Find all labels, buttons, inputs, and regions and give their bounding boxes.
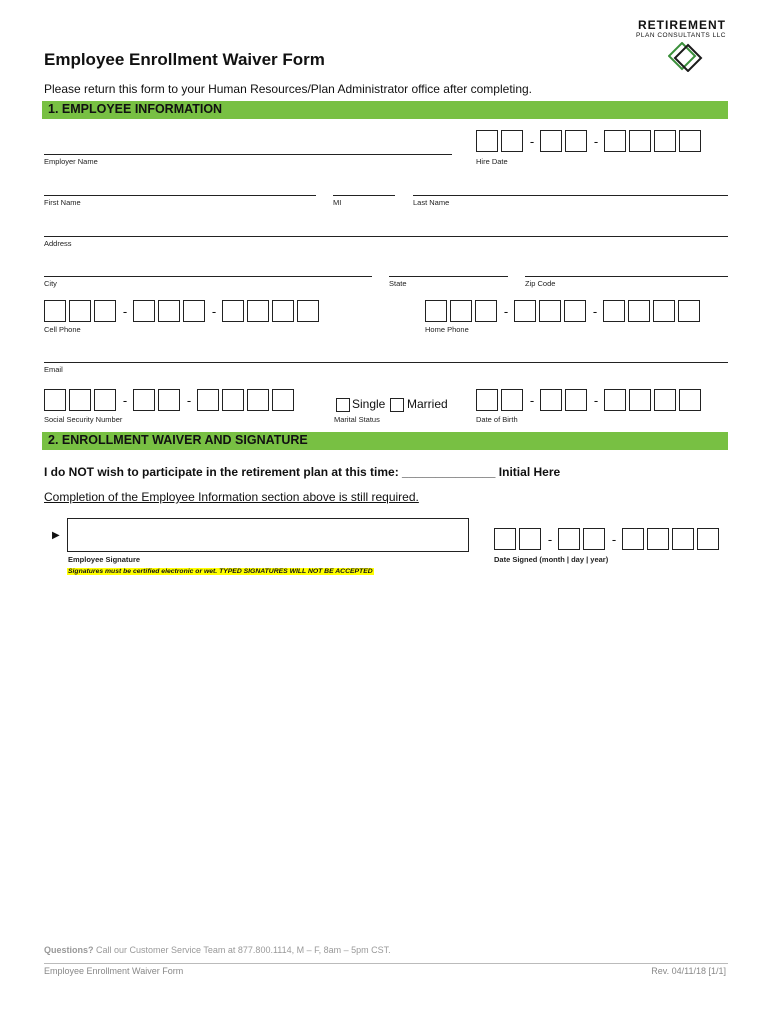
footer-divider bbox=[44, 963, 728, 964]
date-signed-label: Date Signed (month | day | year) bbox=[494, 555, 609, 564]
home-phone-field[interactable]: - - bbox=[425, 299, 703, 323]
hire-date-field[interactable]: - - bbox=[476, 129, 704, 153]
cell-phone-field[interactable]: - - bbox=[44, 299, 322, 323]
cell-phone-label: Cell Phone bbox=[44, 325, 81, 334]
section-2-header: 2. ENROLLMENT WAIVER AND SIGNATURE bbox=[42, 432, 728, 450]
employer-name-label: Employer Name bbox=[44, 157, 98, 166]
company-logo bbox=[636, 18, 726, 39]
city-label: City bbox=[44, 279, 57, 288]
mi-field[interactable] bbox=[333, 195, 395, 196]
footer-questions bbox=[44, 945, 391, 955]
diamond-logo-icon bbox=[668, 42, 704, 72]
date-signed-field[interactable]: - - bbox=[494, 527, 722, 551]
waiver-statement: I do NOT wish to participate in the retirement plan at this time: ______________ Initial Here bbox=[44, 465, 561, 479]
signature-label: Employee Signature bbox=[68, 555, 141, 564]
hire-date-label: Hire Date bbox=[476, 157, 508, 166]
married-checkbox[interactable] bbox=[390, 398, 404, 412]
footer-form-name: Employee Enrollment Waiver Form bbox=[44, 966, 184, 976]
intro-text: Please return this form to your Human Resources/Plan Administrator office after completing. bbox=[44, 82, 532, 96]
signature-note: Signatures must be certified electronic or wet. TYPED SIGNATURES WILL NOT BE ACCEPTED bbox=[68, 568, 373, 575]
address-label: Address bbox=[44, 239, 72, 248]
state-field[interactable] bbox=[389, 276, 508, 277]
section-1-header: 1. EMPLOYEE INFORMATION bbox=[42, 101, 728, 119]
employer-name-field[interactable] bbox=[44, 154, 452, 155]
single-option-label: Single bbox=[352, 397, 386, 411]
zip-field[interactable] bbox=[525, 276, 728, 277]
email-label: Email bbox=[44, 365, 63, 374]
marital-status-label: Marital Status bbox=[334, 415, 380, 424]
city-field[interactable] bbox=[44, 276, 372, 277]
first-name-field[interactable] bbox=[44, 195, 316, 196]
state-label: State bbox=[389, 279, 407, 288]
footer-revision: Rev. 04/11/18 [1/1] bbox=[651, 966, 726, 976]
employee-signature-field[interactable] bbox=[67, 518, 469, 552]
page-title: Employee Enrollment Waiver Form bbox=[44, 50, 325, 69]
first-name-label: First Name bbox=[44, 198, 81, 207]
mi-label: MI bbox=[333, 198, 342, 207]
ssn-label: Social Security Number bbox=[44, 415, 123, 424]
questions-label: Questions? bbox=[44, 945, 94, 955]
last-name-label: Last Name bbox=[413, 198, 450, 207]
ssn-field[interactable]: - - bbox=[44, 388, 297, 412]
questions-text: Call our Customer Service Team at 877.800.1114, M – F, 8am – 5pm CST. bbox=[96, 945, 391, 955]
dob-label: Date of Birth bbox=[476, 415, 518, 424]
single-checkbox[interactable] bbox=[336, 398, 350, 412]
married-option-label: Married bbox=[407, 397, 448, 411]
logo-main-text: RETIREMENT bbox=[638, 18, 726, 32]
zip-label: Zip Code bbox=[525, 279, 556, 288]
last-name-field[interactable] bbox=[413, 195, 728, 196]
home-phone-label: Home Phone bbox=[425, 325, 469, 334]
email-field[interactable] bbox=[44, 362, 728, 363]
completion-note: Completion of the Employee Information section above is still required. bbox=[44, 490, 419, 504]
dob-field[interactable]: - - bbox=[476, 388, 704, 412]
logo-sub-text: PLAN CONSULTANTS LLC bbox=[636, 32, 726, 39]
address-field[interactable] bbox=[44, 236, 728, 237]
pointer-arrow-icon: ▶ bbox=[52, 530, 60, 541]
